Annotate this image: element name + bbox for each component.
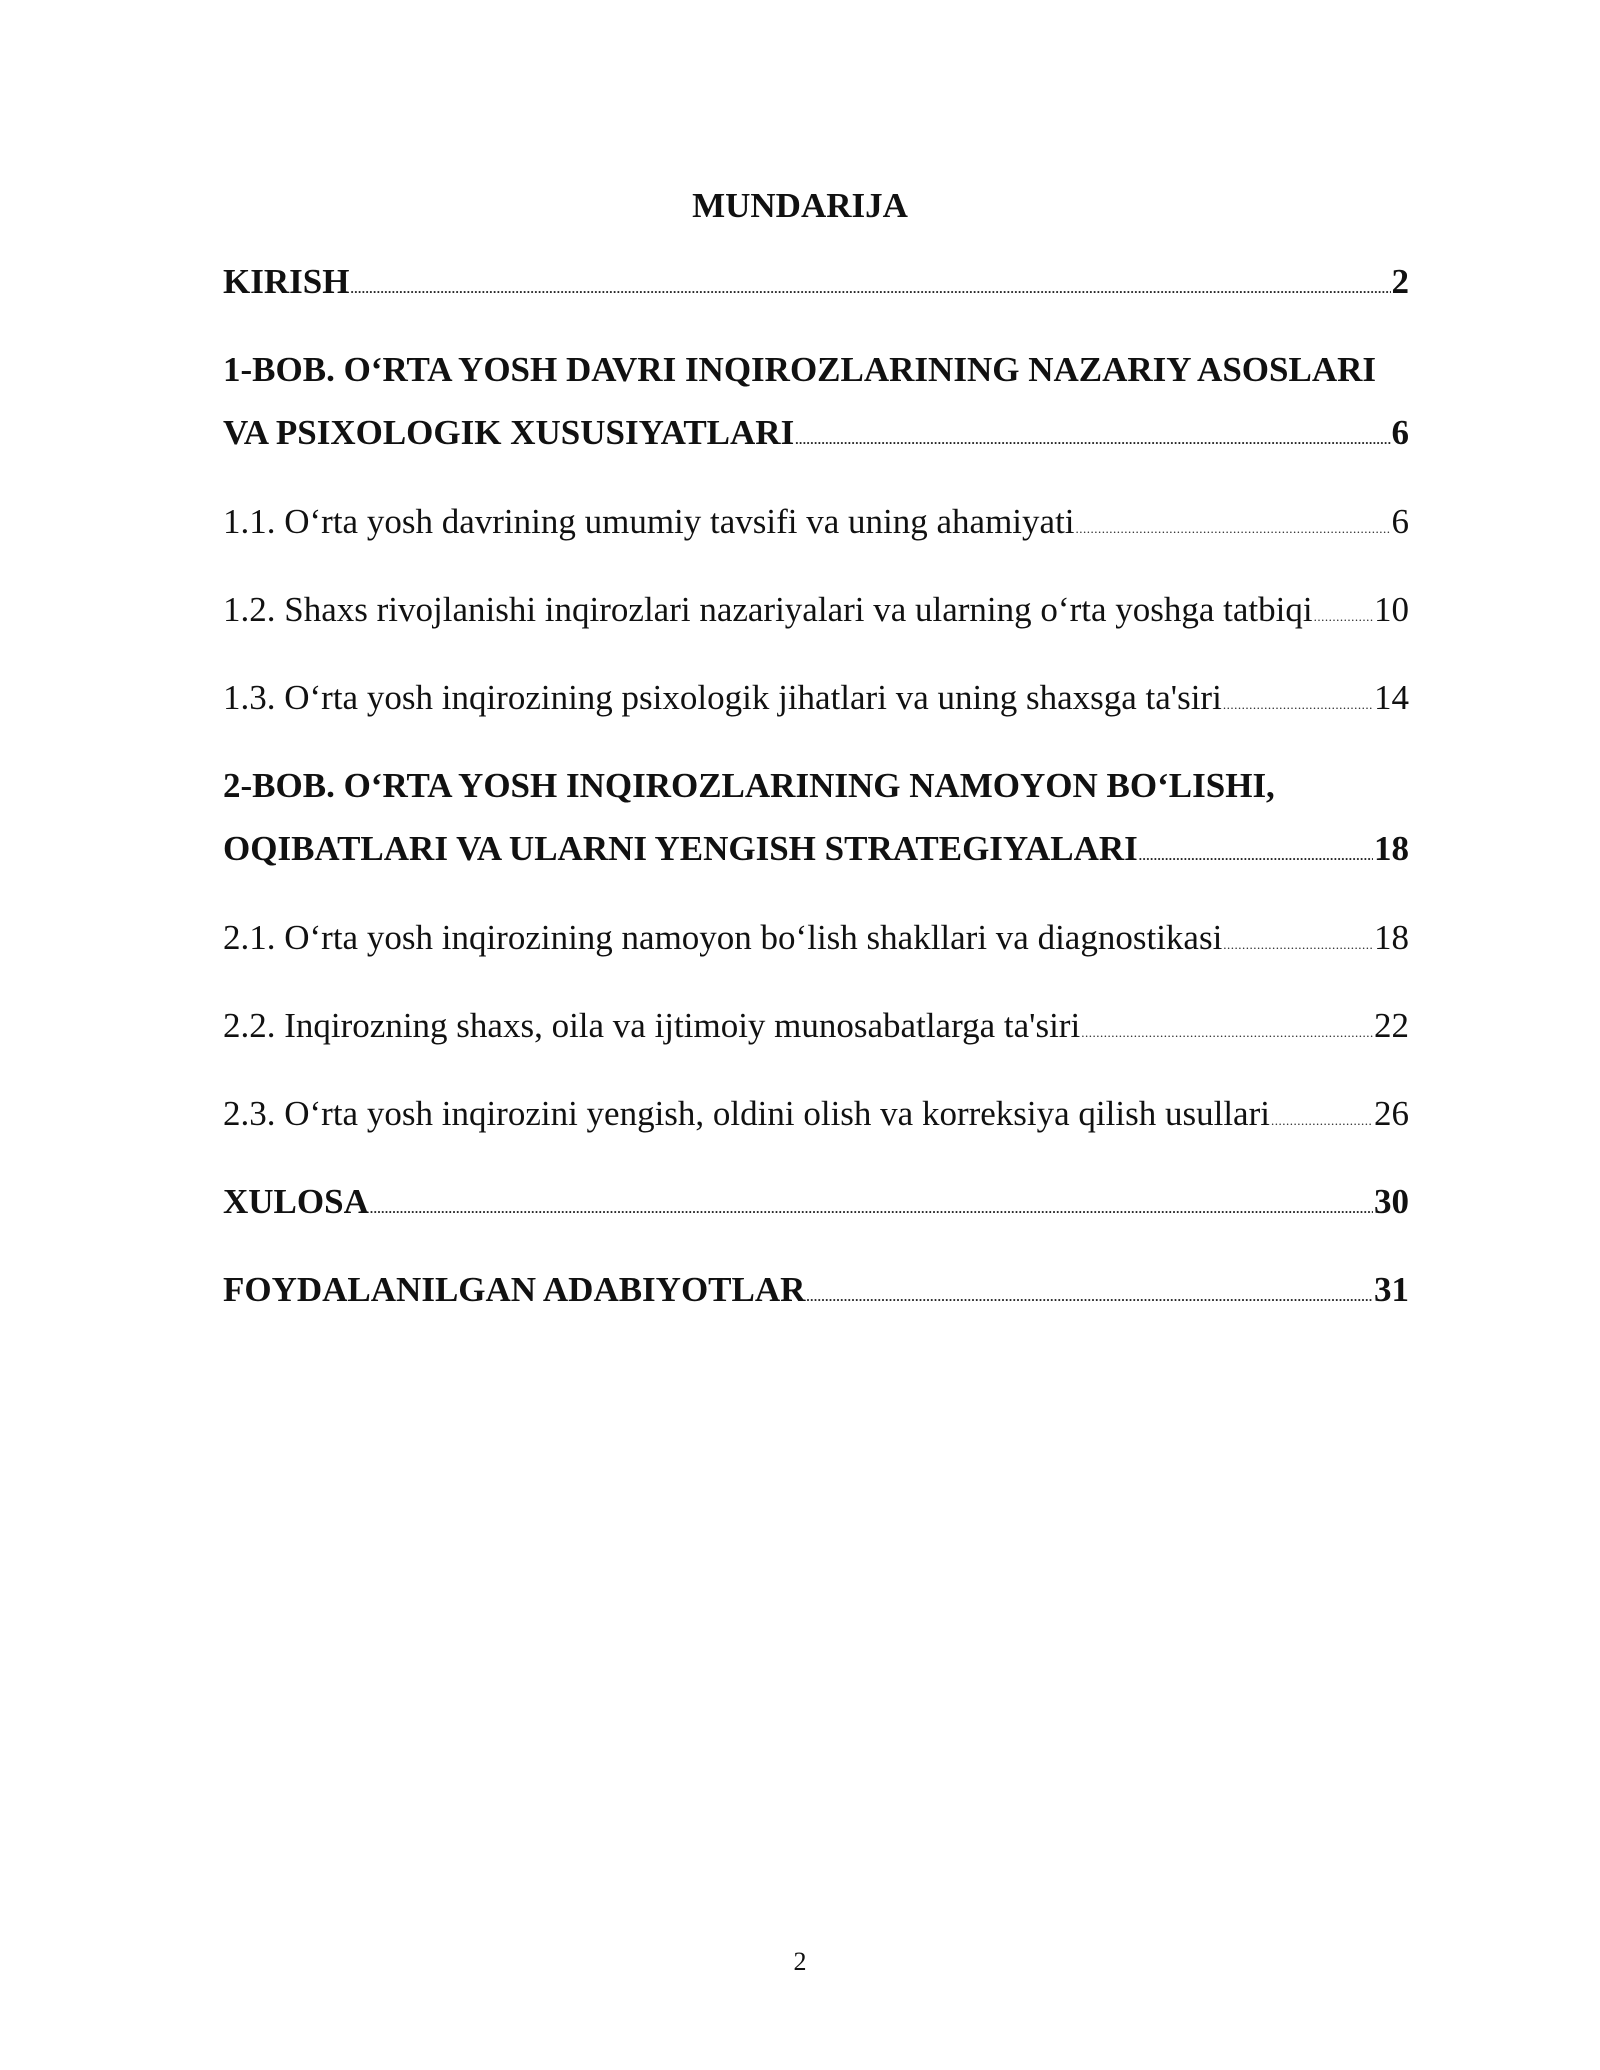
toc-entry-title: 1.3. O‘rta yosh inqirozining psixologik jihatlari va uning shaxsga ta'siri <box>223 678 1222 717</box>
dot-leader <box>1314 610 1373 623</box>
toc-entry-xulosa[interactable] <box>223 1180 1409 1224</box>
toc-entry-title: 2.1. O‘rta yosh inqirozining namoyon bo‘lish shakllari va diagnostikasi <box>223 918 1223 957</box>
toc-entry-2-3[interactable] <box>223 1092 1409 1136</box>
toc-entry-title-line1: 2-BOB. O‘RTA YOSH INQIROZLARINING NAMOYON BO‘LISHI, <box>223 766 1275 805</box>
toc-entry-title: VA PSIXOLOGIK XUSUSIYATLARI <box>223 413 795 452</box>
toc-page-number: 26 <box>1374 1094 1409 1133</box>
toc-page-number: 31 <box>1374 1270 1409 1309</box>
dot-leader <box>1076 522 1391 535</box>
toc-entry-1-3[interactable] <box>223 676 1409 720</box>
toc-entry-title: 2.2. Inqirozning shaxs, oila va ijtimoiy munosabatlarga ta'siri <box>223 1006 1081 1045</box>
toc-entry-title: 2.3. O‘rta yosh inqirozini yengish, oldini olish va korreksiya qilish usullari <box>223 1094 1270 1133</box>
toc-entry-title: 1.1. O‘rta yosh davrining umumiy tavsifi va uning ahamiyati <box>223 502 1075 541</box>
dot-leader <box>1271 1114 1373 1127</box>
toc-entry-adabiyotlar[interactable] <box>223 1268 1409 1312</box>
toc-entry-title: XULOSA <box>223 1182 369 1221</box>
toc-entry-title: FOYDALANILGAN ADABIYOTLAR <box>223 1270 806 1309</box>
toc-entry-title-line1: 1-BOB. O‘RTA YOSH DAVRI INQIROZLARINING NAZARIY ASOSLARI <box>223 350 1377 389</box>
toc-entry-title: OQIBATLARI VA ULARNI YENGISH STRATEGIYALARI <box>223 829 1138 868</box>
toc-entry-2-1[interactable] <box>223 916 1409 960</box>
toc-entry-2-2[interactable] <box>223 1004 1409 1048</box>
toc-entry-1-2[interactable] <box>223 588 1409 632</box>
dot-leader <box>806 1290 1373 1303</box>
toc-page-number: 30 <box>1374 1182 1409 1221</box>
dot-leader <box>795 433 1390 446</box>
toc-page-number: 14 <box>1374 678 1409 717</box>
toc-page-number: 10 <box>1374 590 1409 629</box>
toc-page-number: 6 <box>1391 413 1409 452</box>
dot-leader <box>1223 938 1373 951</box>
toc-entry-1-1[interactable] <box>223 500 1409 544</box>
toc-entry-kirish[interactable] <box>223 260 1409 304</box>
toc-entry-chapter-1[interactable] <box>223 348 1409 455</box>
dot-leader <box>370 1202 1373 1215</box>
dot-leader <box>1139 849 1373 862</box>
toc-page-number: 18 <box>1374 918 1409 957</box>
page-number-footer: 2 <box>793 1947 807 1976</box>
toc-page-number: 6 <box>1391 502 1409 541</box>
toc-entry-title: KIRISH <box>223 262 350 301</box>
toc-page-number: 2 <box>1391 262 1409 301</box>
toc-entry-chapter-2[interactable] <box>223 764 1409 871</box>
toc-page-number: 22 <box>1374 1006 1409 1045</box>
toc-page-number: 18 <box>1374 829 1409 868</box>
dot-leader <box>350 282 1390 295</box>
dot-leader <box>1223 698 1373 711</box>
dot-leader <box>1081 1026 1373 1039</box>
page-title: MUNDARIJA <box>692 186 908 225</box>
toc-entry-title: 1.2. Shaxs rivojlanishi inqirozlari nazariyalari va ularning o‘rta yoshga tatbiqi <box>223 590 1313 629</box>
